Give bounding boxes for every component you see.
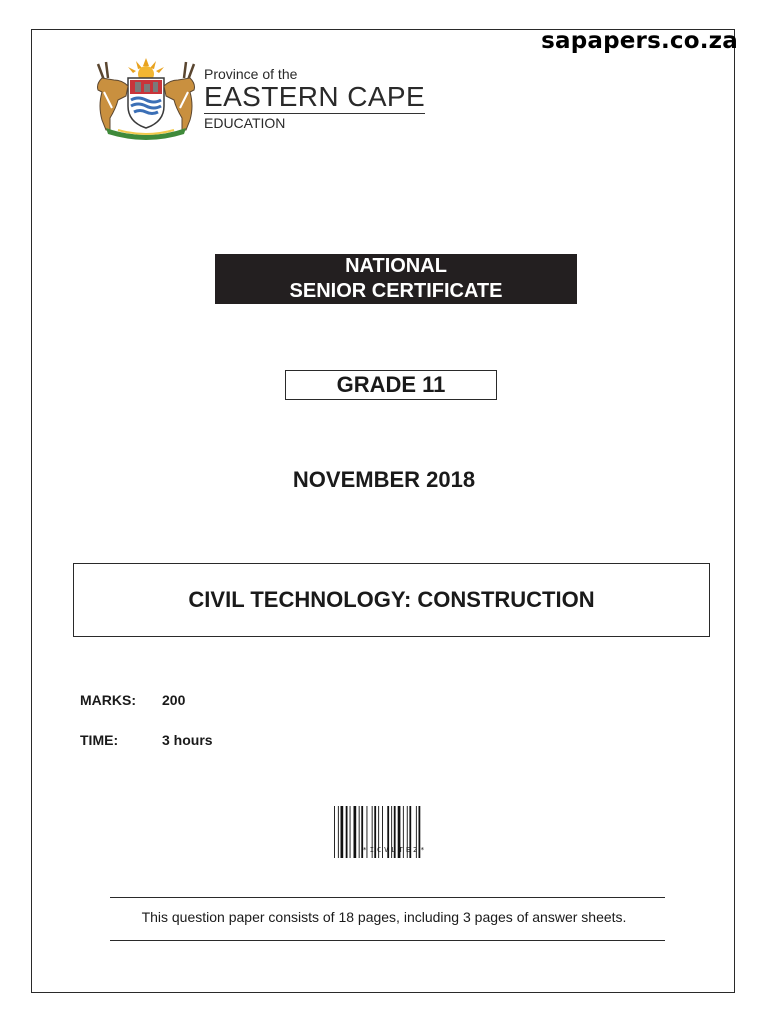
logo-province-text: Province of the — [204, 66, 298, 82]
subject-title: CIVIL TECHNOLOGY: CONSTRUCTION — [73, 563, 710, 637]
page-count-note: This question paper consists of 18 pages, including 3 pages of answer sheets. — [141, 909, 627, 925]
exam-date: NOVEMBER 2018 — [292, 467, 476, 492]
footer-rule-top — [110, 897, 665, 898]
marks-label: MARKS: — [80, 692, 136, 708]
coat-of-arms-icon — [88, 56, 204, 140]
time-value: 3 hours — [162, 732, 213, 748]
logo-department-text: EDUCATION — [204, 115, 286, 131]
certificate-line2: SENIOR CERTIFICATE — [289, 280, 503, 302]
watermark: sapapers.co.za — [541, 28, 738, 54]
marks-row — [80, 692, 185, 708]
certificate-banner — [215, 254, 577, 304]
logo-text — [204, 66, 425, 132]
logo-province-name: EASTERN CAPE — [204, 81, 426, 112]
barcode-text: *ICVLTE2* — [362, 846, 428, 854]
certificate-line1: NATIONAL — [345, 255, 447, 277]
time-label: TIME: — [80, 732, 119, 748]
department-logo — [88, 56, 438, 140]
time-row — [80, 732, 213, 748]
marks-value: 200 — [162, 692, 186, 708]
grade-label: GRADE 11 — [285, 370, 497, 400]
footer-rule-bottom — [110, 940, 665, 941]
